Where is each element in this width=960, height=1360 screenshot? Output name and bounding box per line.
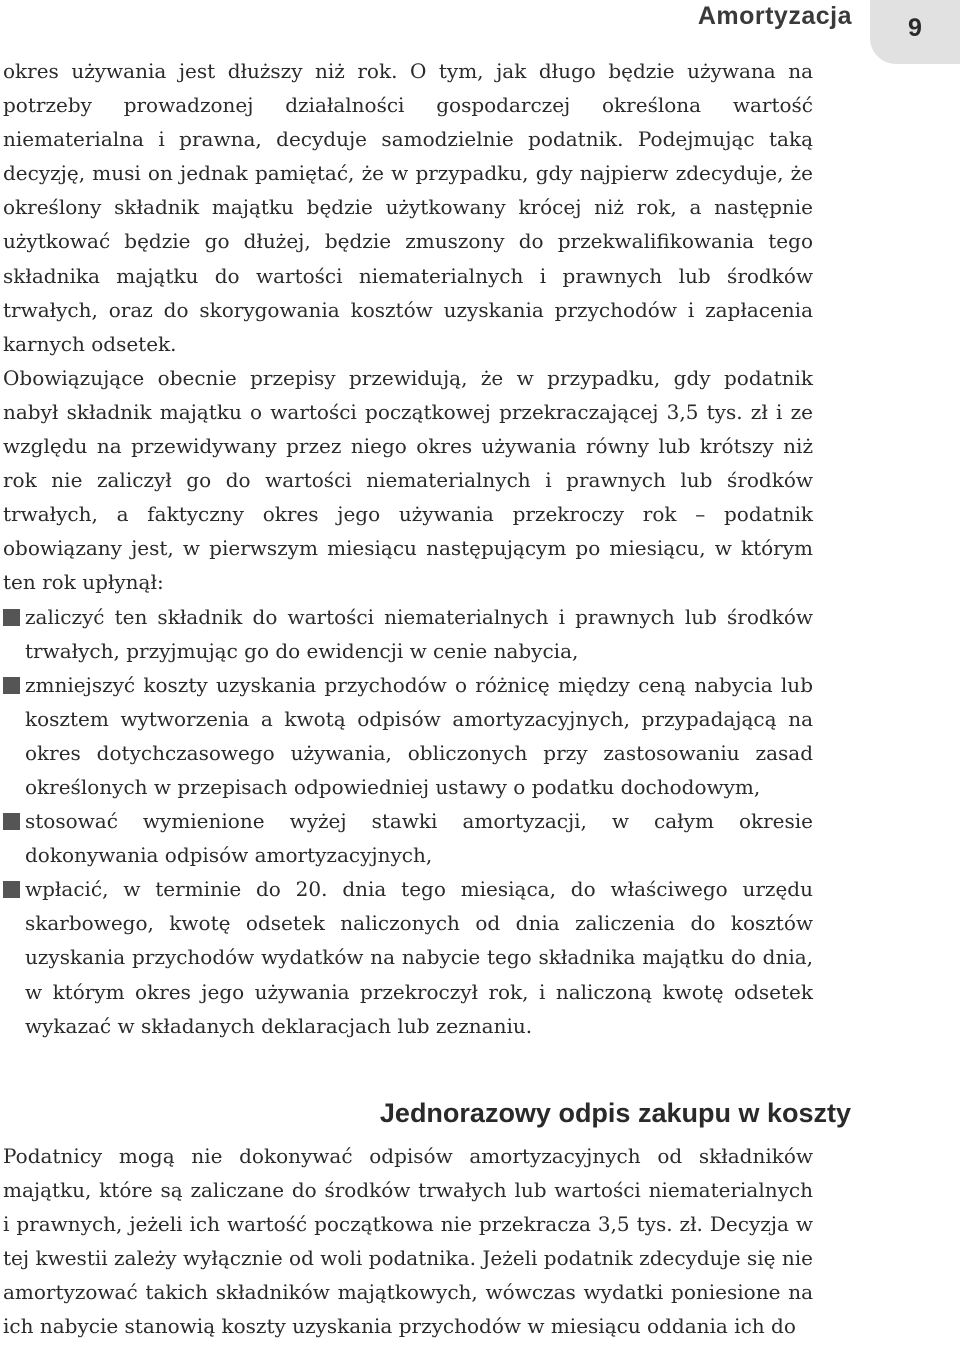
section-paragraph: Podatnicy mogą nie dokonywać odpisów amortyzacyjnych od składników majątku, które są zaliczane do środków trwałych lub wartości niematerialnych i prawnych, jeżeli ich wartość początkowa nie przekracza 3,5 tys. zł. Decyzja w tej kwestii zależy wyłącznie od woli podatnika. Jeżeli podatnik zdecyduje się nie amortyzować takich składników majątkowych, wówczas wydatki poniesione na ich nabycie stanowią koszty uzyskania przychodów w miesiącu oddania ich do bbox=[3, 1143, 813, 1339]
page-number-tab bbox=[870, 0, 960, 64]
list-item-text: zmniejszyć koszty uzyskania przychodów o różnicę między ceną nabycia lub kosztem wytworzenia a kwotą odpisów amortyzacyjnych, przypadającą na okres dotychczasowego używania, obliczonych przy zastosowaniu zasad określonych w przepisach odpowiedniej ustawy o podatku dochodowym, bbox=[25, 672, 813, 799]
running-header bbox=[0, 0, 960, 54]
page-body bbox=[3, 54, 851, 1343]
list-item bbox=[3, 804, 813, 872]
page-number: 9 bbox=[908, 14, 922, 42]
list-item bbox=[3, 600, 813, 668]
list-item bbox=[3, 872, 813, 1042]
obligations-list bbox=[3, 600, 813, 1043]
square-bullet-icon bbox=[3, 609, 20, 626]
square-bullet-icon bbox=[3, 677, 20, 694]
list-item-text: wpłacić, w terminie do 20. dnia tego miesiąca, do właściwego urzędu skarbowego, kwotę odsetek naliczonych od dnia zaliczenia do kosztów uzyskania przychodów wydatków na nabycie tego składnika majątku do dnia, w którym okres jego używania przekroczył rok, i naliczoną kwotę odsetek wykazać w składanych deklaracjach lub zeznaniu. bbox=[25, 877, 813, 1038]
square-bullet-icon bbox=[3, 881, 20, 898]
list-item-text: stosować wymienione wyżej stawki amortyzacji, w całym okresie dokonywania odpisów amortyzacyjnych, bbox=[25, 809, 813, 868]
body-paragraph-continued: okres używania jest dłuższy niż rok. O tym, jak długo będzie używana na potrzeby prowadzonej działalności gospodarczej określona wartość niematerialna i prawna, decyduje samodzielnie podatnik. Podejmując taką decyzję, musi on jednak pamiętać, że w przypadku, gdy najpierw zdecyduje, że określony składnik majątku będzie użytkowany krócej niż rok, a następnie użytkować będzie go dłużej, będzie zmuszony do przekwalifikowania tego składnika majątku do wartości niematerialnych i prawnych lub środków trwałych, oraz do skorygowania kosztów uzyskania przychodów i zapłacenia karnych odsetek. bbox=[3, 59, 813, 356]
list-item bbox=[3, 668, 813, 804]
list-item-text: zaliczyć ten składnik do wartości niematerialnych i prawnych lub środków trwałych, przyjmując go do ewidencji w cenie nabycia, bbox=[25, 604, 813, 663]
square-bullet-icon bbox=[3, 813, 20, 830]
section-heading: Jednorazowy odpis zakupu w koszty bbox=[379, 1097, 851, 1128]
running-header-title: Amortyzacja bbox=[697, 2, 852, 30]
body-paragraph-obligations: Obowiązujące obecnie przepisy przewidują, że w przypadku, gdy podatnik nabył składnik majątku o wartości początkowej przekraczającej 3,5 tys. zł i ze względu na przewidywany przez niego okres używania równy lub krótszy niż rok nie zaliczył go do wartości niematerialnych i prawnych lub środków trwałych, a faktyczny okres jego używania przekroczy rok – podatnik obowiązany jest, w pierwszym miesiącu następującym po miesiącu, w którym ten rok upłynął: bbox=[3, 365, 813, 595]
